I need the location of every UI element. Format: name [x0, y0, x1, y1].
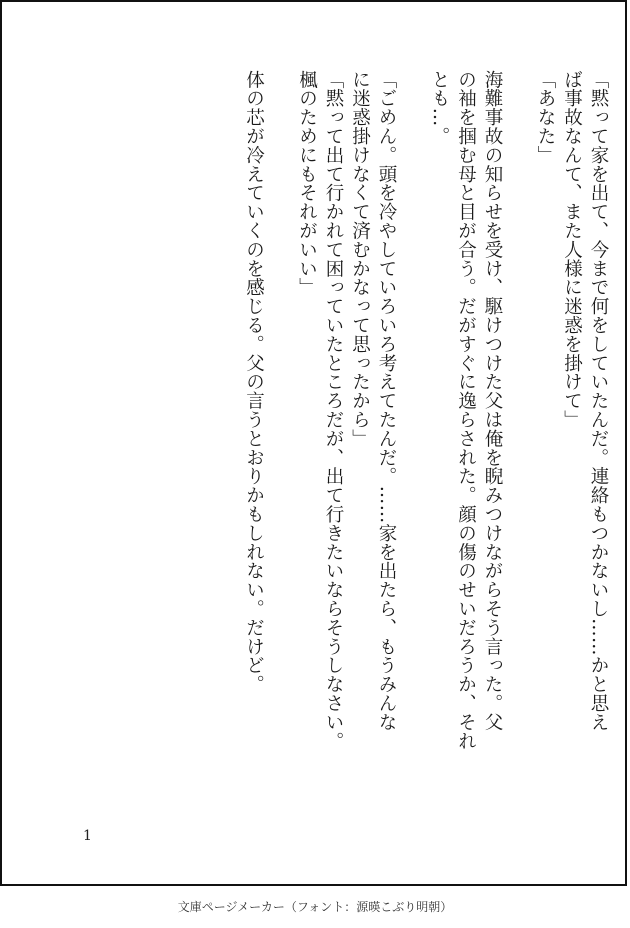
- text-line: に迷惑掛けなくて済むかなって思ったから」: [349, 70, 371, 448]
- text-line: 体の芯が冷えていくのを感じる。父の言うとおりかもしれない。だけど。: [243, 70, 265, 694]
- footer-credit: 文庫ページメーカー（フォント：源暎こぶり明朝）: [177, 900, 453, 914]
- text-line: の袖を掴む母と目が合う。だがすぐに逸らされた。顔の傷のせいだろうか、それ: [455, 70, 477, 751]
- text-line: 「黙って家を出て、今まで何をしていたんだ。連絡もつかないし……かと思え: [588, 70, 609, 732]
- text-line: 「あなた」: [535, 70, 556, 165]
- text-line: 「黙って出て行かれて困っていたところだが、出て行きたいならそうしなさい。: [323, 70, 344, 751]
- text-line: ば事故なんて、また人様に迷惑を掛けて」: [561, 70, 583, 430]
- text-line: 楓のためにもそれがいい」: [296, 70, 318, 297]
- text-line: 「ごめん。頭を冷やしていろいろ考えてたんだ。……家を出たら、もうみんな: [376, 70, 397, 732]
- text-line: とも…。: [429, 70, 450, 146]
- text-line: 海難事故の知らせを受け、駆けつけた父は俺を睨みつけながらそう言った。父: [482, 70, 503, 732]
- vertical-text-body: [240, 70, 611, 800]
- page-number: 1: [83, 828, 92, 844]
